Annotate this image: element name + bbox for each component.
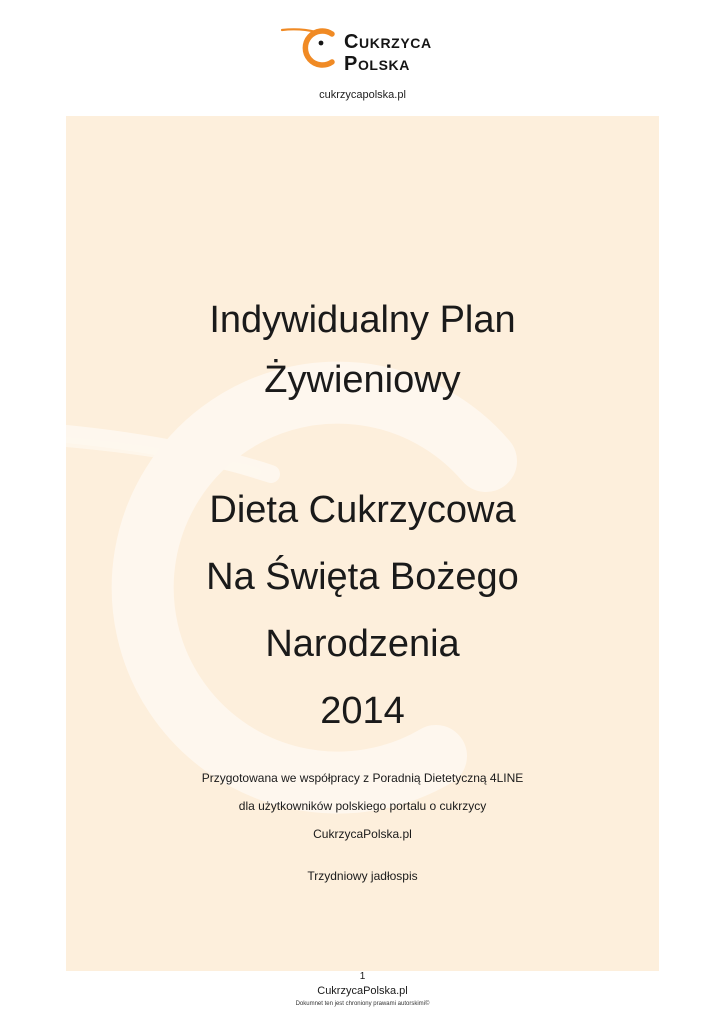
credit-line-3: CukrzycaPolska.pl <box>313 827 412 841</box>
page-footer <box>0 971 725 1009</box>
credit-line-1: Przygotowana we współpracy z Poradnią Dietetyczną 4LINE <box>201 771 524 785</box>
cukrzyca-bird-logo-icon <box>280 18 344 76</box>
footer-site: CukrzycaPolska.pl <box>317 985 408 997</box>
cover-title-line-2: Żywieniowy <box>264 359 461 401</box>
cover-title-line-1: Indywidualny Plan <box>209 299 516 341</box>
menu-type: Trzydniowy jadłospis <box>307 869 418 883</box>
logo-text-line2: Polska <box>344 53 410 75</box>
cover-title <box>0 290 725 410</box>
footer-copyright: Dokumnet ten jest chroniony prawami autorskimi© <box>295 1001 430 1007</box>
cover-subtitle-line-2: Na Święta Bożego <box>206 556 519 598</box>
credit-line-2: dla użytkowników polskiego portalu o cukrzycy <box>238 799 487 813</box>
cover-year: 2014 <box>320 690 405 732</box>
page-number: 1 <box>359 971 366 982</box>
credits <box>0 764 725 848</box>
cover-subtitle-line-1: Dieta Cukrzycowa <box>209 489 516 531</box>
header-logo <box>280 18 450 76</box>
cover-subtitle <box>0 477 725 745</box>
cover-subtitle-line-3: Narodzenia <box>265 623 460 665</box>
logo-text-line1: Cukrzyca <box>344 31 432 53</box>
site-url: cukrzycapolska.pl <box>319 89 406 101</box>
